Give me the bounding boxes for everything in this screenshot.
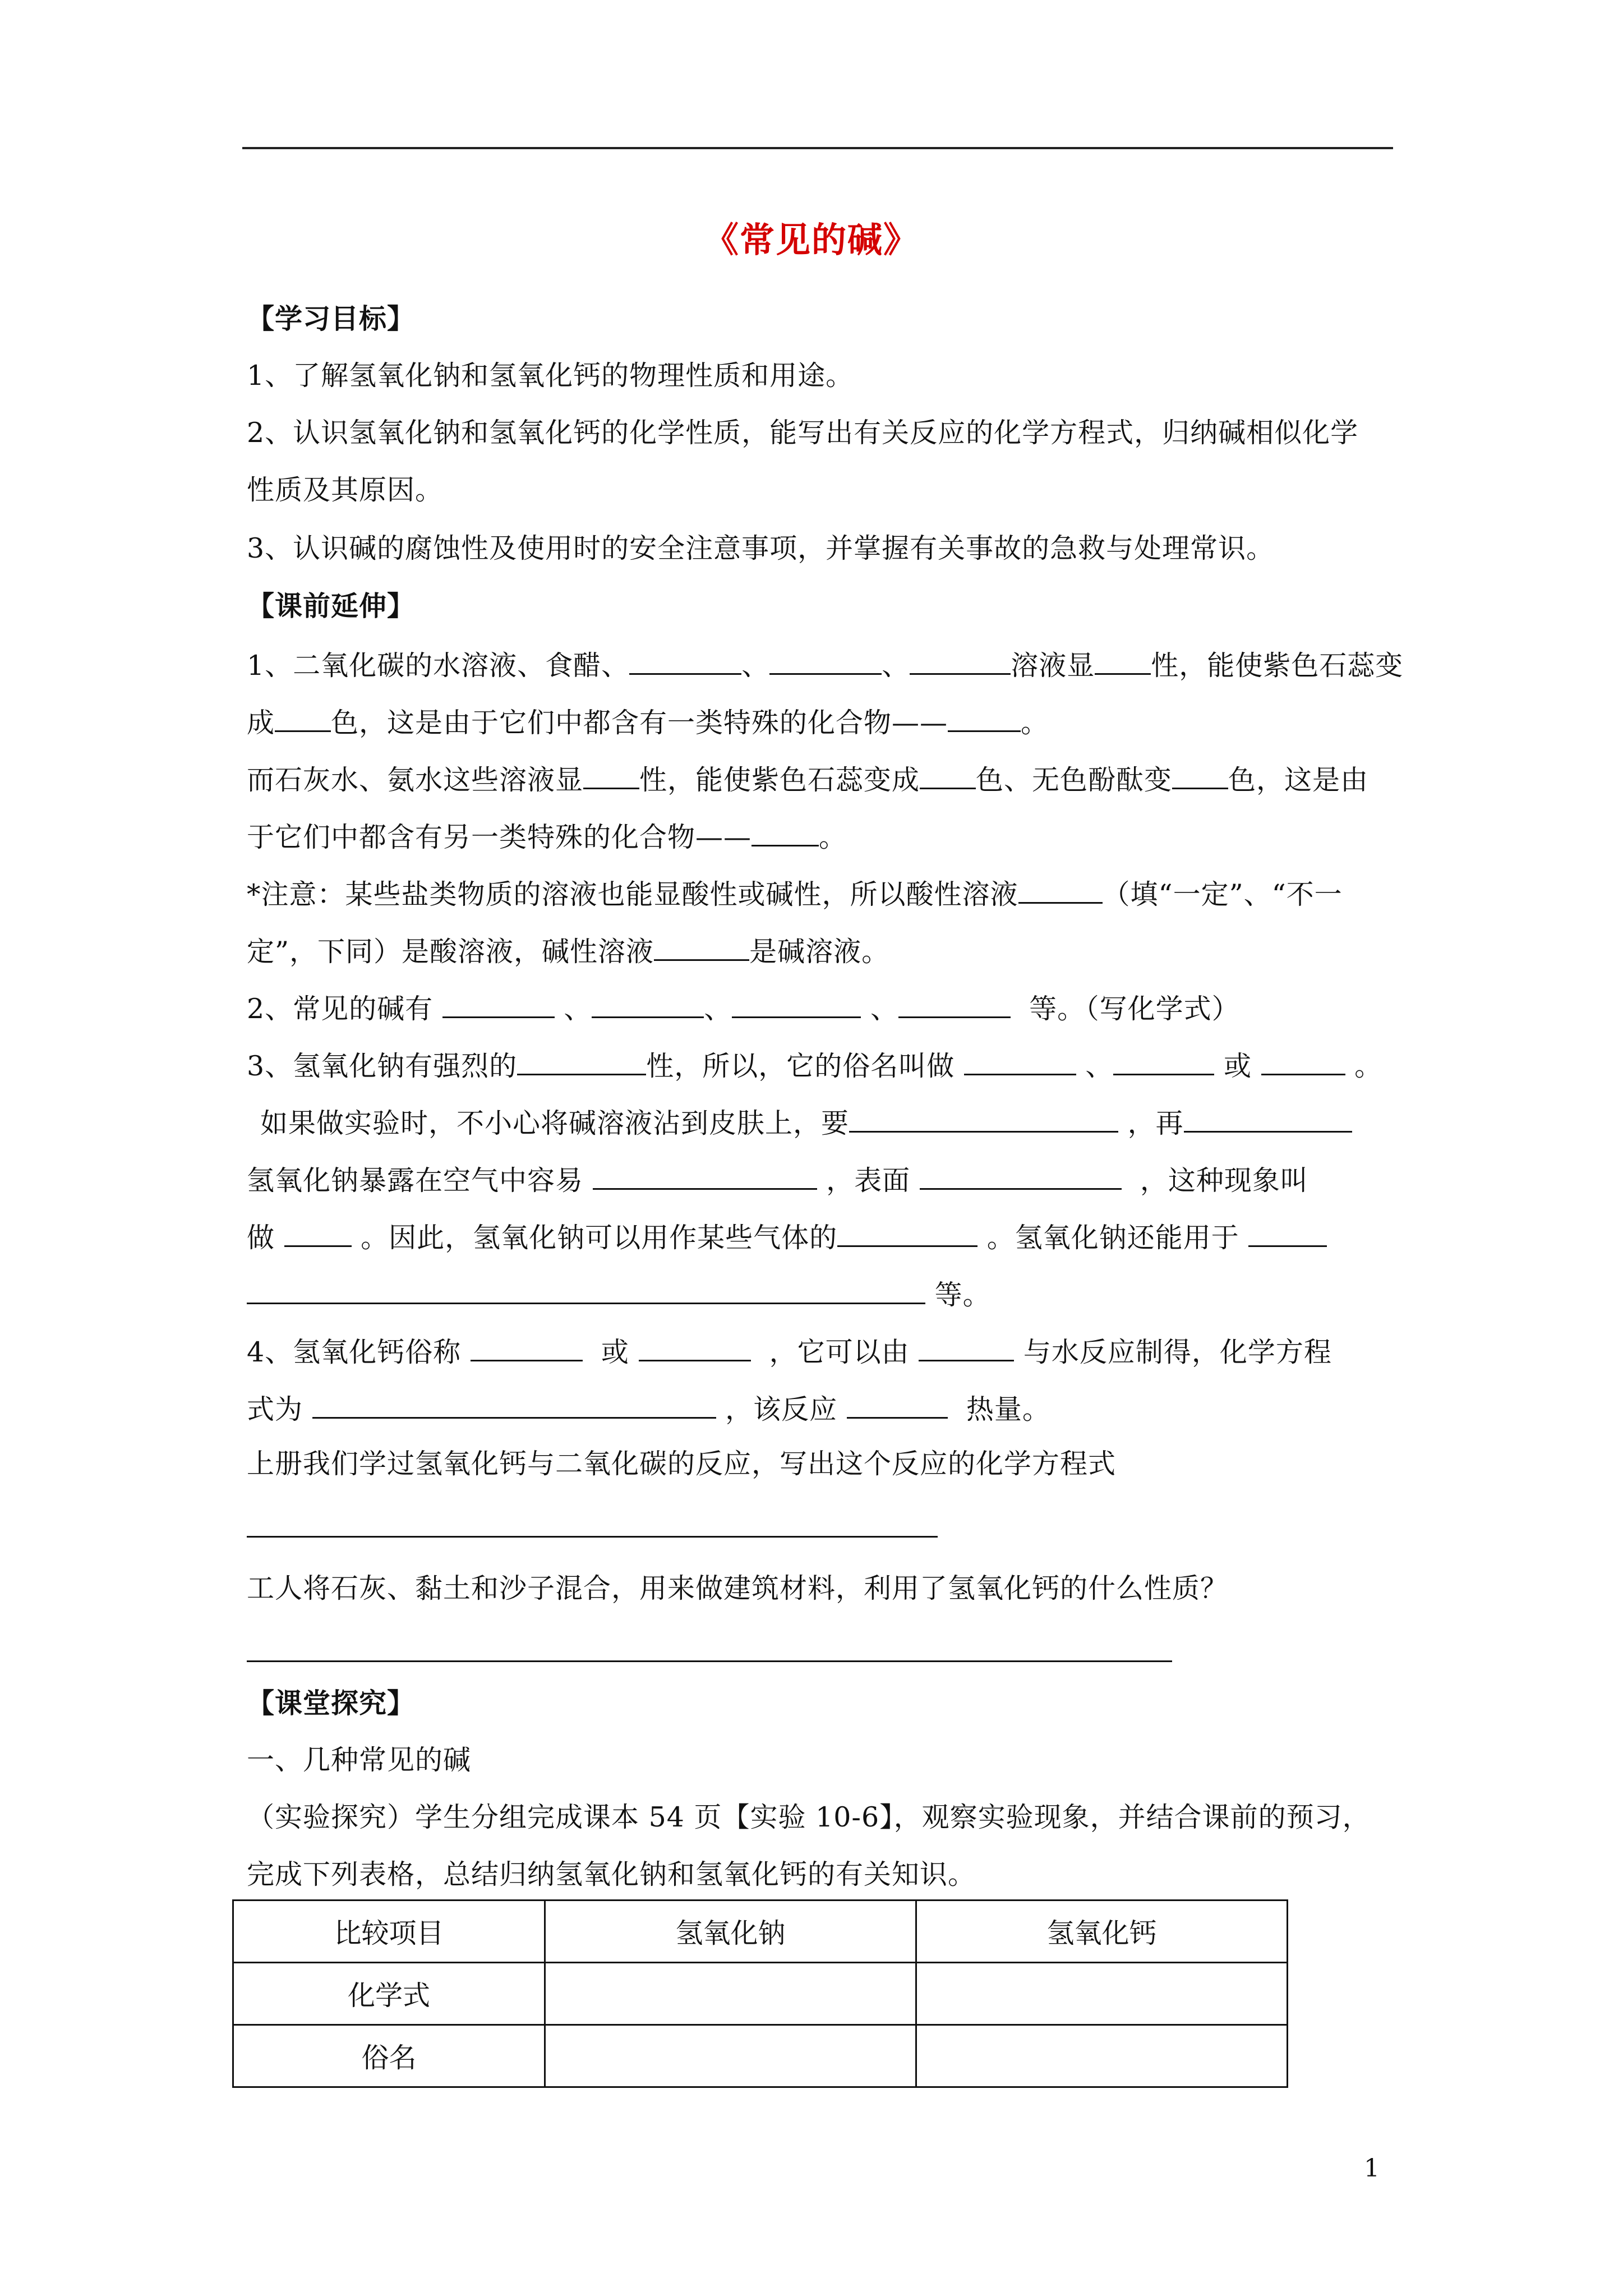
goal-3: 3、认识碱的腐蚀性及使用时的安全注意事项，并掌握有关事故的急救与处理常识。 [247, 532, 1275, 564]
table-header-cell: 氢氧化钙 [916, 1901, 1288, 1963]
fill-blank[interactable] [1113, 1046, 1214, 1075]
fill-blank[interactable] [948, 702, 1021, 732]
fill-blank[interactable] [442, 988, 555, 1018]
text: 色，这是由 [1228, 764, 1369, 796]
text: 溶液显 [1011, 650, 1095, 682]
fill-blank[interactable] [919, 1332, 1014, 1361]
text: 与水反应制得，化学方程 [1023, 1336, 1332, 1368]
fill-blank[interactable] [593, 1160, 817, 1190]
text: 1、二氧化碳的水溶液、食醋、 [247, 650, 630, 682]
preview-line-7 [247, 988, 1240, 1027]
section-heading-goals: 【学习目标】 [247, 302, 416, 335]
text: 4、氢氧化钙俗称 [247, 1336, 462, 1368]
text: 成 [247, 707, 275, 739]
preview-line-1 [247, 645, 1403, 684]
fill-blank[interactable] [1184, 1103, 1352, 1133]
text: 、 [564, 993, 592, 1025]
fill-blank[interactable] [849, 1103, 1118, 1133]
preview-line-10 [247, 1160, 1308, 1199]
fill-blank[interactable] [639, 1332, 751, 1361]
table-row [233, 2025, 1288, 2087]
fill-blank[interactable] [1095, 645, 1151, 675]
preview-line-16: 工人将石灰、黏土和沙子混合，用来做建筑材料，利用了氢氧化钙的什么性质？ [247, 1572, 1229, 1604]
table-cell[interactable] [916, 2025, 1288, 2087]
text: 或 [1223, 1050, 1252, 1082]
table-cell[interactable] [916, 1963, 1288, 2025]
preview-line-2 [247, 702, 1049, 741]
text: 。 [1021, 707, 1049, 739]
text: 、 [882, 650, 910, 682]
text: 等。（写化学式） [1029, 993, 1240, 1025]
fill-blank[interactable] [1248, 1217, 1327, 1247]
table-cell: 俗名 [233, 2025, 545, 2087]
fill-blank[interactable] [964, 1046, 1076, 1075]
text: 定”，下同）是酸溶液，碱性溶液 [247, 936, 654, 968]
text: 。因此，氢氧化钠可以用作某些气体的 [361, 1222, 838, 1254]
text: 而石灰水、氨水这些溶液显 [247, 764, 584, 796]
fill-blank[interactable] [583, 760, 639, 789]
classroom-heading-1: 一、几种常见的碱 [247, 1744, 472, 1776]
fill-blank[interactable] [751, 817, 819, 846]
text: 、 [870, 993, 898, 1025]
preview-line-14 [247, 1389, 1050, 1428]
page-number: 1 [1364, 2154, 1380, 2183]
text: 性，能使紫色石蕊变 [1151, 650, 1404, 682]
text: 氢氧化钠暴露在空气中容易 [247, 1165, 584, 1197]
text: ，再 [1127, 1107, 1184, 1139]
text: 是碱溶液。 [749, 936, 890, 968]
fill-blank[interactable] [275, 702, 331, 732]
text: 于它们中都含有另一类特殊的化合物—— [247, 821, 752, 853]
fill-blank[interactable] [920, 760, 976, 789]
text: 、 [1085, 1050, 1114, 1082]
text: 性，所以，它的俗名叫做 [646, 1050, 955, 1082]
text: 色、无色酚酞变 [976, 764, 1173, 796]
fill-blank[interactable] [910, 645, 1011, 675]
fill-blank[interactable] [592, 988, 704, 1018]
text: 式为 [247, 1393, 303, 1425]
preview-line-5 [247, 874, 1343, 913]
preview-line-3 [247, 760, 1368, 798]
text: 、 [704, 993, 732, 1025]
text: *注意：某些盐类物质的溶液也能显酸性或碱性，所以酸性溶液 [247, 878, 1018, 910]
fill-blank[interactable] [769, 645, 882, 675]
goal-1: 1、了解氢氧化钠和氢氧化钙的物理性质和用途。 [247, 360, 854, 392]
fill-blank[interactable] [732, 988, 861, 1018]
header-rule [242, 147, 1393, 149]
page-title: 《常见的碱》 [703, 219, 919, 260]
classroom-paragraph-1: （实验探究）学生分组完成课本 54 页【实验 10-6】，观察实验现象，并结合课前的预习， [247, 1801, 1371, 1833]
text: ，表面 [826, 1165, 911, 1197]
fill-blank[interactable] [837, 1217, 978, 1247]
table-cell[interactable] [545, 2025, 916, 2087]
text: ，这种现象叫 [1140, 1165, 1308, 1197]
text: 、 [741, 650, 770, 682]
fill-blank[interactable] [284, 1217, 352, 1247]
text: 热量。 [966, 1393, 1050, 1425]
preview-line-11 [247, 1217, 1327, 1256]
preview-line-15: 上册我们学过氢氧化钙与二氧化碳的反应，写出这个反应的化学方程式 [247, 1448, 1117, 1480]
text: 如果做实验时，不小心将碱溶液沾到皮肤上，要 [260, 1107, 850, 1139]
section-heading-classroom: 【课堂探究】 [247, 1687, 416, 1719]
text: ，该反应 [725, 1393, 838, 1425]
answer-line[interactable] [247, 1536, 938, 1538]
text: （填“一定”、“不一 [1102, 878, 1343, 910]
section-heading-preview: 【课前延伸】 [247, 590, 416, 622]
goal-2-cont: 性质及其原因。 [247, 474, 444, 506]
fill-blank[interactable] [1018, 874, 1103, 904]
text: 2、常见的碱有 [247, 993, 434, 1025]
table-cell: 化学式 [233, 1963, 545, 2025]
classroom-paragraph-2: 完成下列表格，总结归纳氢氧化钠和氢氧化钙的有关知识。 [247, 1858, 976, 1890]
text: 等。 [934, 1279, 991, 1311]
goal-2: 2、认识氢氧化钠和氢氧化钙的化学性质，能写出有关反应的化学方程式，归纳碱相似化学 [247, 417, 1359, 449]
fill-blank[interactable] [247, 1274, 925, 1304]
preview-line-6 [247, 931, 889, 970]
answer-line[interactable] [247, 1660, 1172, 1662]
preview-line-13 [247, 1332, 1332, 1370]
fill-blank[interactable] [1172, 760, 1228, 789]
preview-line-9 [260, 1103, 1352, 1142]
fill-blank[interactable] [471, 1332, 583, 1361]
preview-line-12 [247, 1274, 991, 1313]
comparison-table [232, 1899, 1288, 2088]
text: 或 [601, 1336, 629, 1368]
text: 。氢氧化钠还能用于 [986, 1222, 1239, 1254]
text: 3、氢氧化钠有强烈的 [247, 1050, 518, 1082]
table-row [233, 1963, 1288, 2025]
fill-blank[interactable] [654, 931, 749, 961]
preview-line-8 [247, 1046, 1382, 1084]
text: 性，能使紫色石蕊变成 [639, 764, 920, 796]
fill-blank[interactable] [898, 988, 1011, 1018]
text: 。 [1354, 1050, 1383, 1082]
table-header-cell: 氢氧化钠 [545, 1901, 916, 1963]
text: 。 [819, 821, 847, 853]
fill-blank[interactable] [920, 1160, 1122, 1190]
fill-blank[interactable] [1261, 1046, 1345, 1075]
table-header-cell: 比较项目 [233, 1901, 545, 1963]
table-header-row [233, 1901, 1288, 1963]
text: ，它可以由 [769, 1336, 910, 1368]
fill-blank[interactable] [847, 1389, 948, 1419]
table-cell[interactable] [545, 1963, 916, 2025]
text: 做 [247, 1222, 275, 1254]
fill-blank[interactable] [312, 1389, 716, 1419]
fill-blank[interactable] [517, 1046, 646, 1075]
fill-blank[interactable] [629, 645, 741, 675]
text: 色，这是由于它们中都含有一类特殊的化合物—— [331, 707, 948, 739]
preview-line-4 [247, 817, 847, 855]
